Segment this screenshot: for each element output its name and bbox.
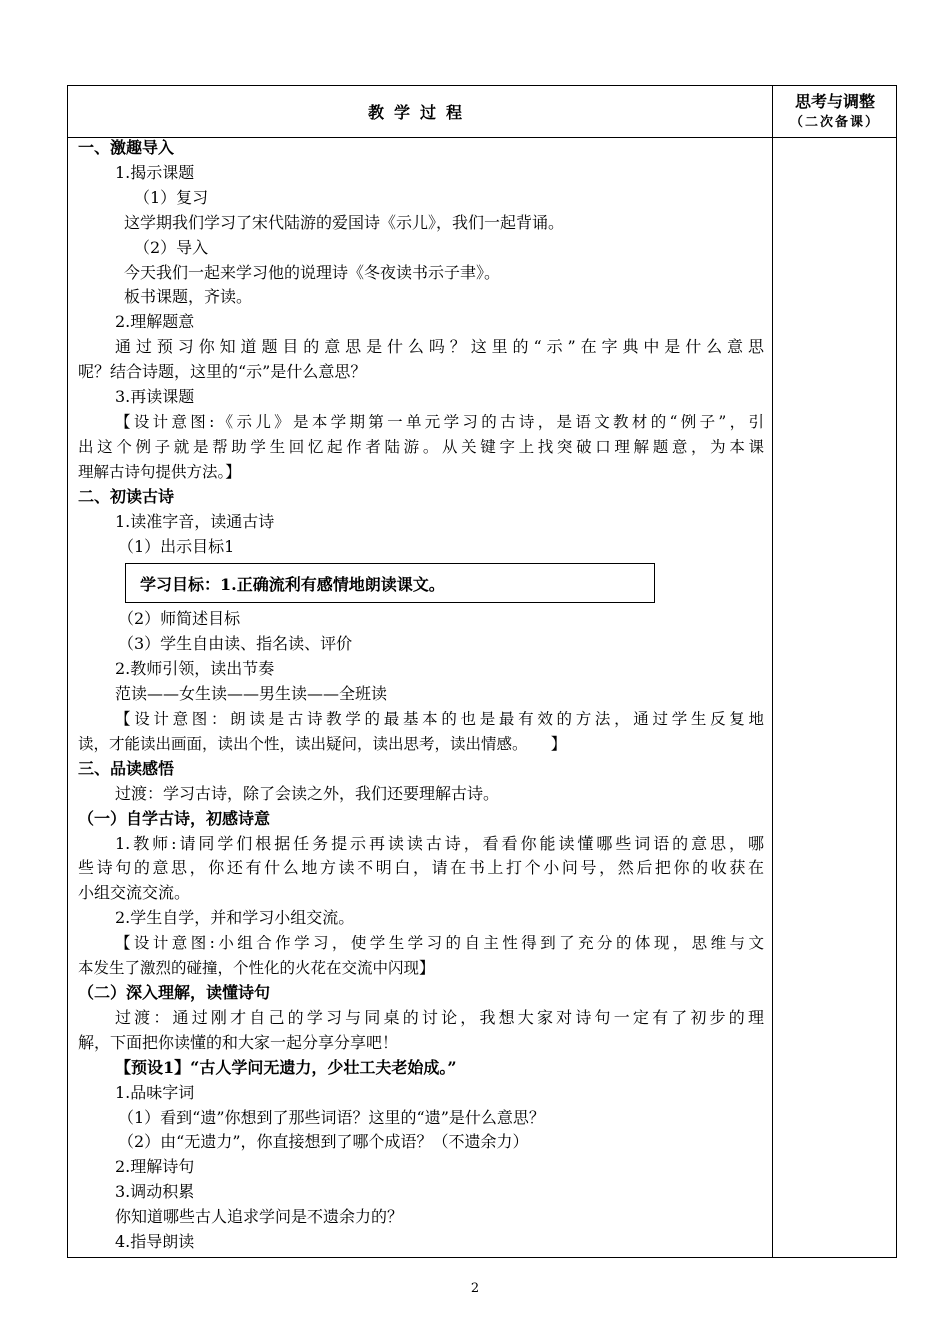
section-heading: 一、激趣导入 (78, 138, 175, 157)
preset-heading: 【预设1】“古人学问无遗力，少壮工夫老始成。” (115, 1057, 457, 1077)
text-line: 过渡：通过刚才自己的学习与同桌的讨论，我想大家对诗句一定有了初步的理 (115, 1007, 764, 1027)
text-line: （3）学生自由读、指名读、评价 (118, 634, 353, 654)
learning-goal-box: 学习目标：1.正确流利有感情地朗读课文。 (125, 563, 655, 603)
text-line: 2.教师引领，读出节奏 (115, 659, 275, 679)
text-line: 2.理解题意 (115, 312, 195, 332)
text-line: （1）看到“遗”你想到了那些词语？这里的“遗”是什么意思？ (118, 1107, 545, 1127)
text-line: 3.再读课题 (115, 387, 195, 407)
text-line: （2）由“无遗力”，你直接想到了哪个成语？（不遗余力） (118, 1132, 529, 1152)
page-number: 2 (470, 1281, 480, 1296)
header-reflection-title: 思考与调整 (794, 91, 875, 111)
text-line: （2）导入 (134, 237, 209, 257)
header-reflection (773, 86, 897, 137)
text-line: 1.揭示课题 (115, 162, 195, 182)
text-line: （2）师简述目标 (118, 609, 241, 629)
design-note: 【设计意图:小组合作学习，使学生学习的自主性得到了充分的体现，思维与文 (115, 934, 764, 953)
design-note: 本发生了激烈的碰撞，个性化的火花在交流中闪现】 (78, 959, 435, 978)
text-line: 板书课题，齐读。 (124, 287, 253, 307)
text-line: 1.教师:请同学们根据任务提示再读读古诗，看看你能读懂哪些词语的意思，哪 (115, 833, 764, 853)
text-line: 3.调动积累 (115, 1182, 195, 1202)
text-line: 范读——女生读——男生读——全班读 (115, 684, 388, 704)
text-line: 4.指导朗读 (115, 1232, 195, 1252)
header-reflection-subtitle: （二次备课） (789, 114, 880, 130)
section-heading: 二、初读古诗 (78, 486, 175, 506)
text-line: 今天我们一起来学习他的说理诗《冬夜读书示子聿》。 (124, 262, 501, 282)
text-line: 1.品味字词 (115, 1082, 195, 1102)
text-line: 2.理解诗句 (115, 1157, 195, 1177)
subsection-heading: （一）自学古诗，初感诗意 (78, 808, 271, 828)
design-note: 【设计意图:《示儿》是本学期第一单元学习的古诗，是语文教材的“例子”，引 (115, 412, 764, 431)
text-line: 1.读准字音，读通古诗 (115, 511, 275, 531)
text-line: 这学期我们学习了宋代陆游的爱国诗《示儿》，我们一起背诵。 (124, 212, 565, 232)
text-line: 小组交流交流。 (78, 883, 191, 903)
text-line: 些诗句的意思，你还有什么地方读不明白，请在书上打个小问号，然后把你的收获在 (78, 858, 764, 878)
design-note: 出这个例子就是帮助学生回忆起作者陆游。从关键字上找突破口理解题意，为本课 (78, 437, 764, 456)
header-teaching-process: 教学过程 (367, 103, 472, 122)
text-line: 呢？结合诗题，这里的“示”是什么意思？ (78, 362, 367, 382)
column-divider (772, 86, 773, 1257)
text-line: 解，下面把你读懂的和大家一起分享分享吧！ (78, 1032, 399, 1052)
text-line: 通过预习你知道题目的意思是什么吗？这里的“示”在字典中是什么意思 (115, 337, 764, 357)
text-line: 你知道哪些古人追求学问是不遗余力的？ (115, 1207, 404, 1227)
design-note: 【设计意图：朗读是古诗教学的最基本的也是最有效的方法，通过学生反复地 (115, 710, 764, 729)
text-line: （1）复习 (134, 187, 209, 207)
design-note: 理解古诗句提供方法。】 (78, 462, 241, 481)
text-line: （1）出示目标1 (118, 536, 235, 556)
section-heading: 三、品读感悟 (78, 758, 175, 778)
text-line: 过渡：学习古诗，除了会读之外，我们还要理解古诗。 (115, 783, 500, 803)
text-line: 2.学生自学，并和学习小组交流。 (115, 908, 355, 928)
subsection-heading: （二）深入理解，读懂诗句 (78, 983, 271, 1002)
teaching-process-content (78, 136, 764, 1255)
design-note: 读，才能读出画面，读出个性，读出疑问，读出思考，读出情感。 】 (78, 734, 567, 753)
